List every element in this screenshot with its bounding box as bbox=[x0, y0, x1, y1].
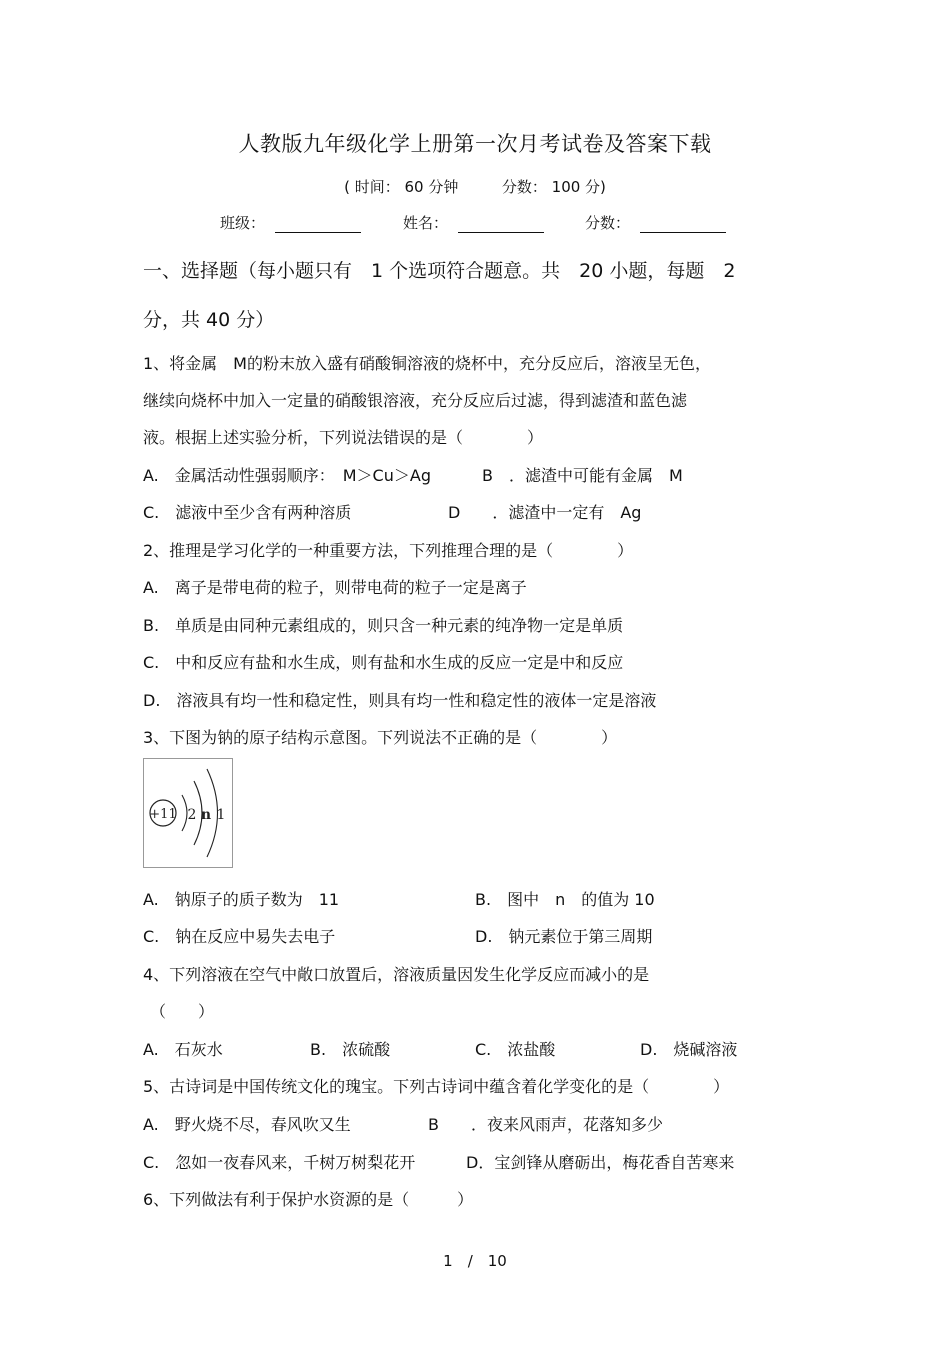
q1-option-d: D ．滤渣中一定有 Ag bbox=[448, 503, 642, 522]
name-blank[interactable] bbox=[458, 216, 544, 233]
q6-stem: 6、下列做法有利于保护水资源的是（ ） bbox=[143, 1190, 474, 1209]
time-info: ( 时间： 60 分钟 bbox=[344, 178, 459, 196]
q5-option-a: A. 野火烧不尽，春风吹又生 bbox=[143, 1115, 351, 1134]
q2-option-a: A. 离子是带电荷的粒子，则带电荷的粒子一定是离子 bbox=[143, 578, 527, 597]
q4-option-d: D. 烧碱溶液 bbox=[640, 1040, 738, 1059]
atom-structure-figure bbox=[144, 759, 232, 867]
sodium-atom-diagram bbox=[143, 758, 233, 868]
q5-option-b: B ．夜来风雨声，花落知多少 bbox=[428, 1115, 663, 1134]
q3-option-c: C. 钠在反应中易失去电子 bbox=[143, 927, 336, 946]
q1-option-b: B ．滤渣中可能有金属 M bbox=[482, 466, 683, 485]
q1-stem-line1: 1、将金属 M的粉末放入盛有硝酸铜溶液的烧杯中，充分反应后，溶液呈无色， bbox=[143, 354, 711, 373]
q4-option-b: B. 浓硫酸 bbox=[310, 1040, 391, 1059]
q3-option-d: D. 钠元素位于第三周期 bbox=[475, 927, 653, 946]
q3-option-b: B. 图中 n 的值为 10 bbox=[475, 890, 655, 909]
q5-stem: 5、古诗词是中国传统文化的瑰宝。下列古诗词中蕴含着化学变化的是（ ） bbox=[143, 1077, 730, 1096]
q4-option-a: A. 石灰水 bbox=[143, 1040, 223, 1059]
q2-option-c: C. 中和反应有盐和水生成，则有盐和水生成的反应一定是中和反应 bbox=[143, 653, 624, 672]
q2-option-b: B. 单质是由同种元素组成的，则只含一种元素的纯净物一定是单质 bbox=[143, 616, 624, 635]
q2-option-d: D. 溶液具有均一性和稳定性，则具有均一性和稳定性的液体一定是溶液 bbox=[143, 691, 657, 710]
q4-answer-paren: （ ） bbox=[150, 1002, 215, 1021]
score-label: 分数： bbox=[585, 214, 631, 232]
q5-option-d: D．宝剑锋从磨砺出，梅花香自苦寒来 bbox=[466, 1153, 735, 1172]
name-field bbox=[403, 212, 544, 233]
shell-2-electrons: n bbox=[200, 807, 212, 823]
section-heading-line1: 一、选择题（每小题只有 1 个选项符合题意。共 20 小题，每题 2 bbox=[143, 260, 736, 282]
q4-stem: 4、下列溶液在空气中敞口放置后，溶液质量因发生化学反应而减小的是 bbox=[143, 965, 650, 984]
exam-info bbox=[0, 176, 950, 197]
q1-option-c: C. 滤液中至少含有两种溶质 bbox=[143, 503, 352, 522]
page-number: 1 / 10 bbox=[443, 1252, 507, 1270]
q3-stem: 3、下图为钠的原子结构示意图。下列说法不正确的是（ ） bbox=[143, 728, 618, 747]
q3-option-a: A. 钠原子的质子数为 11 bbox=[143, 890, 340, 909]
q4-option-c: C. 浓盐酸 bbox=[475, 1040, 556, 1059]
class-blank[interactable] bbox=[275, 216, 361, 233]
name-label: 姓名： bbox=[403, 214, 449, 232]
score-info: 分数： 100 分) bbox=[501, 178, 606, 196]
class-field bbox=[220, 212, 361, 233]
shell-1-electrons: 2 bbox=[187, 807, 197, 823]
shell-arc-1 bbox=[182, 795, 187, 831]
q5-option-c: C. 忽如一夜春风来，千树万树梨花开 bbox=[143, 1153, 416, 1172]
shell-3-electrons: 1 bbox=[216, 807, 226, 823]
q1-stem-line2: 继续向烧杯中加入一定量的硝酸银溶液，充分反应后过滤，得到滤渣和蓝色滤 bbox=[143, 391, 688, 410]
score-field bbox=[585, 212, 726, 233]
nucleus-charge: +11 bbox=[149, 807, 177, 822]
section-heading-line2: 分，共 40 分） bbox=[143, 309, 275, 331]
score-blank[interactable] bbox=[640, 216, 726, 233]
class-label: 班级： bbox=[220, 214, 266, 232]
q1-option-a: A. 金属活动性强弱顺序： M＞Cu＞Ag bbox=[143, 466, 431, 485]
q2-stem: 2、推理是学习化学的一种重要方法，下列推理合理的是（ ） bbox=[143, 541, 634, 560]
page-title: 人教版九年级化学上册第一次月考试卷及答案下载 bbox=[238, 132, 712, 156]
q1-stem-line3: 液。根据上述实验分析，下列说法错误的是（ ） bbox=[143, 428, 544, 447]
